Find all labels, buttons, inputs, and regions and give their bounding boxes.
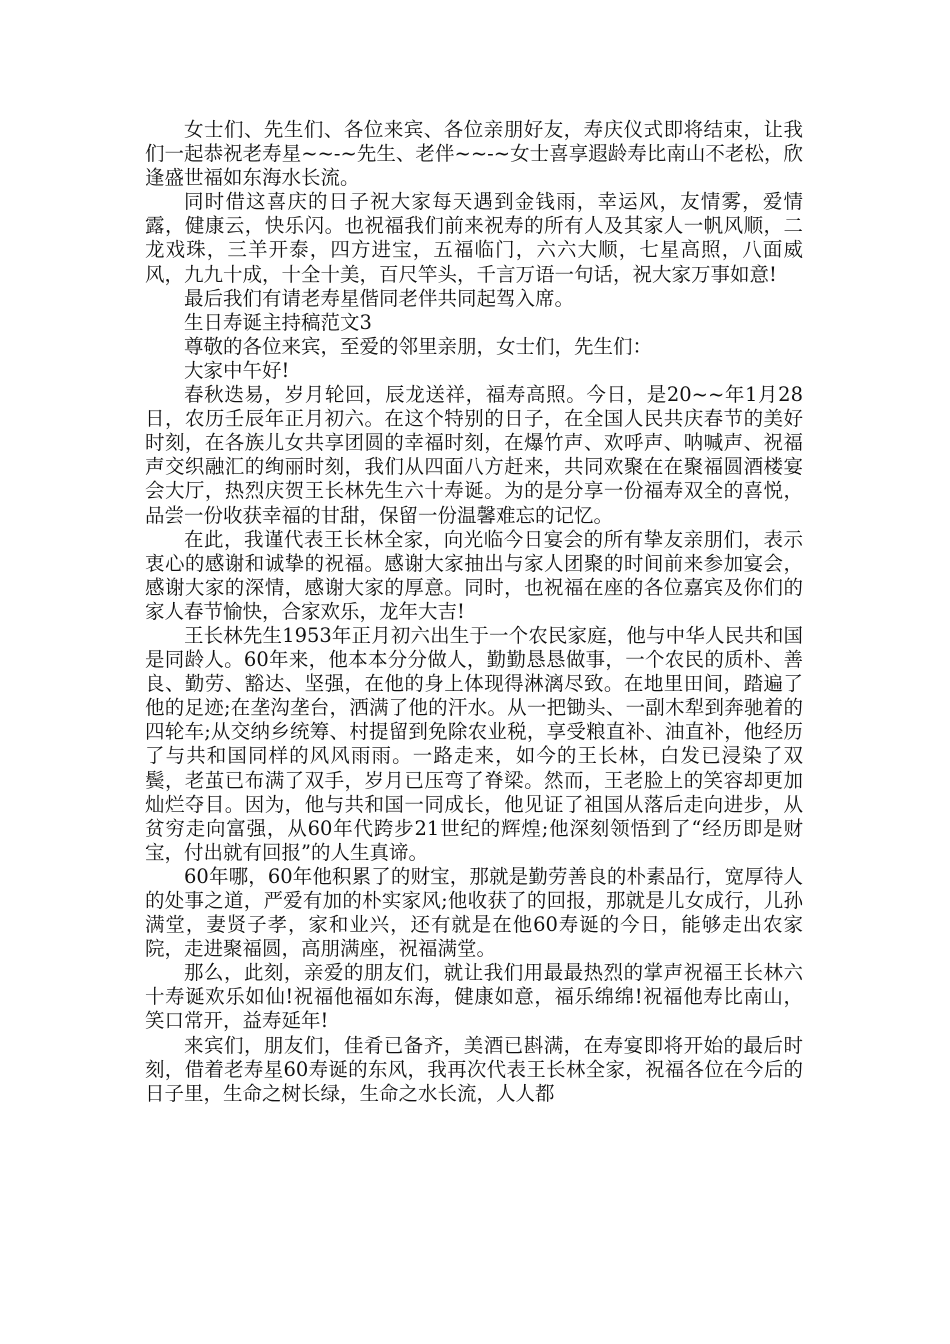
salutation: 尊敬的各位来宾，至爱的邻里亲朋，女士们，先生们： xyxy=(184,334,653,358)
paragraph: 来宾们，朋友们，佳肴已备齐，美酒已斟满，在寿宴即将开始的最后时刻，借着老寿星60寿诞的东风，我再次代表王长林全家，祝福各位在今后的日子里，生命之树长绿，生命之水长流，人人都 xyxy=(145,1033,803,1105)
paragraph: 60年哪，60年他积累了的财宝，那就是勤劳善良的朴素品行，宽厚待人的处事之道，严爱有加的朴实家风;他收获了的回报，那就是儿女成行，儿孙满堂，妻贤子孝，家和业兴，还有就是在他60寿诞的今日，能够走出农家院，走进聚福圆，高朋满座，祝福满堂。 xyxy=(145,864,803,961)
paragraph: 王长林先生1953年正月初六出生于一个农民家庭，他与中华人民共和国是同龄人。60年来，他本本分分做人，勤勤恳恳做事，一个农民的质朴、善良、勤劳、豁达、坚强，在他的身上体现得淋漓尽致。在地里田间，踏遍了他的足迹;在垄沟垄台，洒满了他的汗水。从一把锄头、一副木犁到奔驰着的四轮车;从交纳乡统筹、村提留到免除农业税，享受粮直补、油直补，他经历了与共和国同样的风风雨雨。一路走来，如今的王长林，白发已浸染了双鬓，老茧已布满了双手，岁月已压弯了脊梁。然而，王老脸上的笑容却更加灿烂夺目。因为，他与共和国一同成长，他见证了祖国从落后走向进步，从贫穷走向富强，从60年代跨步21世纪的辉煌;他深刻领悟到了“经历即是财宝，付出就有回报”的人生真谛。 xyxy=(145,623,803,864)
paragraph: 同时借这喜庆的日子祝大家每天遇到金钱雨，幸运风，友情雾，爱情露，健康云，快乐闪。也祝福我们前来祝寿的所有人及其家人一帆风顺，二龙戏珠，三羊开泰，四方进宝，五福临门，六六大顺，七星高照，八面威风，九九十成，十全十美，百尺竿头，千言万语一句话，祝大家万事如意! xyxy=(145,190,803,286)
paragraph: 春秋迭易，岁月轮回，辰龙送祥，福寿高照。今日，是20~~年1月28日，农历壬辰年正月初六。在这个特别的日子，在全国人民共庆春节的美好时刻，在各族儿女共享团圆的幸福时刻，在爆竹声、欢呼声、呐喊声、祝福声交织融汇的绚丽时刻，我们从四面八方赶来，共同欢聚在在聚福圆酒楼宴会大厅，热烈庆贺王长林先生六十寿诞。为的是分享一份福寿双全的喜悦，品尝一份收获幸福的甘甜，保留一份温馨难忘的记忆。 xyxy=(145,383,803,527)
paragraph: 在此，我谨代表王长林全家，向光临今日宴会的所有挚友亲朋们，表示衷心的感谢和诚挚的祝福。感谢大家抽出与家人团聚的时间前来参加宴会，感谢大家的深情，感谢大家的厚意。同时，也祝福在座的各位嘉宾及你们的家人春节愉快，合家欢乐，龙年大吉! xyxy=(145,527,803,623)
paragraph: 那么，此刻，亲爱的朋友们，就让我们用最最热烈的掌声祝福王长林六十寿诞欢乐如仙!祝福他福如东海，健康如意，福乐绵绵!祝福他寿比南山，笑口常开，益寿延年! xyxy=(145,961,803,1033)
document-body xyxy=(145,118,803,1106)
section-heading: 生日寿诞主持稿范文3 xyxy=(184,310,372,334)
greeting: 大家中午好! xyxy=(184,358,290,382)
paragraph: 女士们、先生们、各位来宾、各位亲朋好友，寿庆仪式即将结束，让我们一起恭祝老寿星~~-~先生、老伴~~-~女士喜享遐龄寿比南山不老松，欣逢盛世福如东海水长流。 xyxy=(145,118,803,190)
paragraph: 最后我们有请老寿星偕同老伴共同起驾入席。 xyxy=(184,286,575,310)
